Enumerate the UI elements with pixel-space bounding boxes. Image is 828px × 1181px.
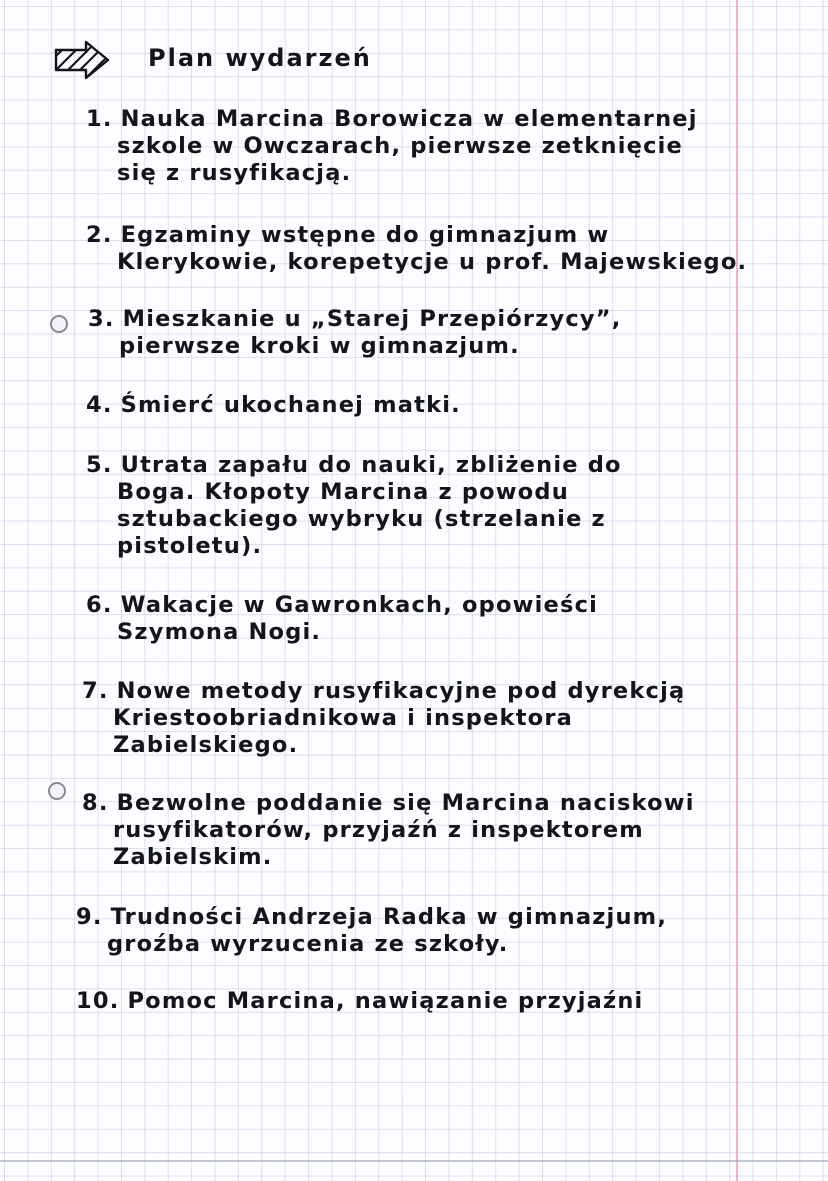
- item-line: Boga. Kłopoty Marcina z powodu: [117, 479, 569, 505]
- list-item: [76, 988, 643, 1015]
- page-title: Plan wydarzeń: [148, 44, 372, 72]
- item-number: 1.: [86, 106, 113, 132]
- list-item: [86, 106, 698, 187]
- striped-arrow-icon: [52, 40, 112, 80]
- list-item: [86, 592, 598, 646]
- item-line: Trudności Andrzeja Radka w gimnazjum,: [110, 904, 668, 930]
- item-number: 10.: [76, 988, 120, 1014]
- item-line: Nauka Marcina Borowicza w elementarnej: [120, 106, 698, 132]
- item-line: pierwsze kroki w gimnazjum.: [119, 333, 520, 359]
- item-line: groźba wyrzucenia ze szkoły.: [107, 931, 509, 957]
- item-line: Kriestoobriadnikowa i inspektora: [113, 705, 574, 731]
- item-line: Zabielskiego.: [113, 732, 299, 758]
- item-line: Bezwolne poddanie się Marcina naciskowi: [116, 790, 695, 816]
- item-number: 4.: [86, 392, 113, 418]
- item-line: pistoletu).: [117, 533, 263, 559]
- margin-line: [736, 0, 738, 1181]
- list-item: [86, 392, 461, 419]
- list-item: [86, 452, 622, 560]
- item-line: Śmierć ukochanej matki.: [120, 392, 461, 418]
- item-number: 8.: [82, 790, 109, 816]
- list-item: [88, 306, 622, 360]
- item-line: Szymona Nogi.: [117, 619, 322, 645]
- list-item: [76, 904, 667, 958]
- item-line: Zabielskim.: [113, 844, 273, 870]
- item-number: 3.: [88, 306, 115, 332]
- item-line: szkole w Owczarach, pierwsze zetknięcie: [117, 133, 683, 159]
- page-bottom-line: [0, 1160, 828, 1162]
- item-line: rusyfikatorów, przyjaźń z inspektorem: [113, 817, 644, 843]
- item-line: Klerykowie, korepetycje u prof. Majewskiego.: [117, 249, 748, 275]
- binder-hole-mark: [50, 315, 68, 333]
- item-line: Egzaminy wstępne do gimnazjum w: [120, 222, 610, 248]
- item-line: Utrata zapału do nauki, zbliżenie do: [120, 452, 622, 478]
- item-line: Wakacje w Gawronkach, opowieści: [120, 592, 599, 618]
- list-item: [82, 678, 685, 759]
- item-number: 6.: [86, 592, 113, 618]
- item-line: się z rusyfikacją.: [117, 160, 352, 186]
- list-item: [86, 222, 747, 276]
- item-number: 5.: [86, 452, 113, 478]
- item-line: Nowe metody rusyfikacyjne pod dyrekcją: [116, 678, 686, 704]
- item-line: Pomoc Marcina, nawiązanie przyjaźni: [127, 988, 644, 1014]
- item-number: 9.: [76, 904, 103, 930]
- item-number: 7.: [82, 678, 109, 704]
- binder-hole-mark: [48, 782, 66, 800]
- item-line: Mieszkanie u „Starej Przepiórzycy”,: [122, 306, 622, 332]
- item-number: 2.: [86, 222, 113, 248]
- list-item: [82, 790, 695, 871]
- item-line: sztubackiego wybryku (strzelanie z: [117, 506, 606, 532]
